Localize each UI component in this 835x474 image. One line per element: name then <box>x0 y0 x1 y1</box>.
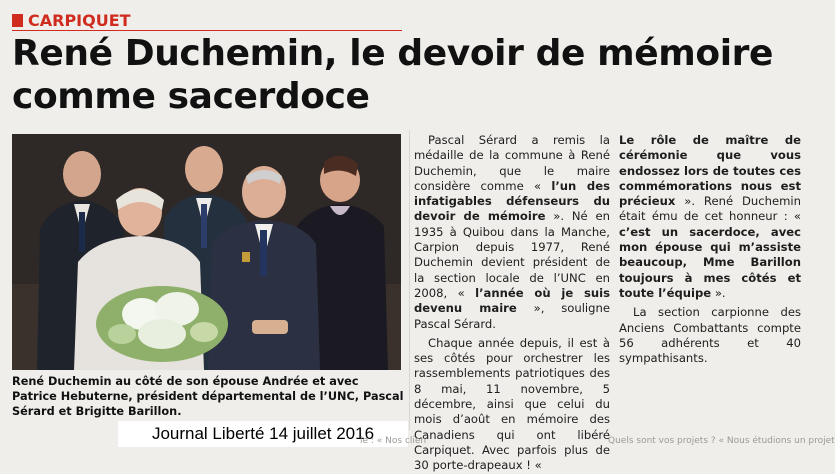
p2-text-a: Chaque année depuis, il est à ses côtés pour orchestrer les rassemblements patriotiques des 8 mai, 11 novembre, 5 décembre, ainsi que celui du mois d’août en mémoire des Canadiens qui ont libéré Carpiquet. Avec parfois plus de 30 porte-drapeaux ! « <box>414 335 610 473</box>
article-paragraph-2-cont <box>619 133 801 301</box>
p1-quote-1: l’un des infatigables défenseurs du devoir de mémoire <box>414 178 610 224</box>
article-paragraph-1 <box>414 133 610 332</box>
article-paragraph-3: La section carpionne des Anciens Combattants compte 56 adhérents et 40 sympathisants. <box>619 305 801 366</box>
p2-quote-2: c’est un sacerdoce, avec mon épouse qui m’assiste beaucoup, Mme Barillon toujours à mes côtés et toute l’équipe <box>619 224 801 300</box>
section-tag <box>12 11 131 30</box>
section-tag-label: CARPIQUET <box>28 11 131 30</box>
p1-quote-2: l’année où je suis devenu maire <box>414 285 610 316</box>
group-photo-illustration <box>12 134 401 370</box>
bleed-through-text-left: le : « Nos clien <box>360 436 427 446</box>
photo-caption: René Duchemin au côté de son épouse Andrée et avec Patrice Hebuterne, président départemental de l’UNC, Pascal Sérard et Brigitte Barillon. <box>12 375 404 418</box>
article-headline <box>12 32 802 118</box>
p2-text-c: ». René Duchemin était ému de cet honneur : « <box>619 194 801 224</box>
article-photo <box>12 134 401 370</box>
bleed-through-text-right: Quels sont vos projets ? « Nous étudions un projet <box>608 436 835 446</box>
headline-line-1: René Duchemin, le devoir de mémoire <box>12 33 774 74</box>
section-rule <box>12 30 402 31</box>
headline-line-2: comme sacerdoce <box>12 76 370 117</box>
p2-quote-1: Le rôle de maître de cérémonie que vous endossez lors de toutes ces commémorations nous est précieux <box>619 133 801 209</box>
source-credit-label: Journal Liberté 14 juillet 2016 <box>151 424 375 443</box>
column-divider <box>409 130 410 430</box>
p1-text-a: Pascal Sérard a remis la médaille de la commune à René Duchemin, que le maire considère comme « <box>414 133 610 193</box>
section-marker <box>12 14 23 27</box>
p1-text-c: ». Né en 1935 à Quibou dans la Manche, Carpion depuis 1977, René Duchemin devient président de la section locale de l’UNC en 2008, « <box>414 209 611 300</box>
article-column-2 <box>619 133 801 366</box>
p1-text-e: », souligne Pascal Sérard. <box>414 301 610 331</box>
p2-text-e: ». <box>711 285 726 300</box>
article-paragraph-2 <box>414 336 610 474</box>
article-column-1 <box>414 133 610 474</box>
